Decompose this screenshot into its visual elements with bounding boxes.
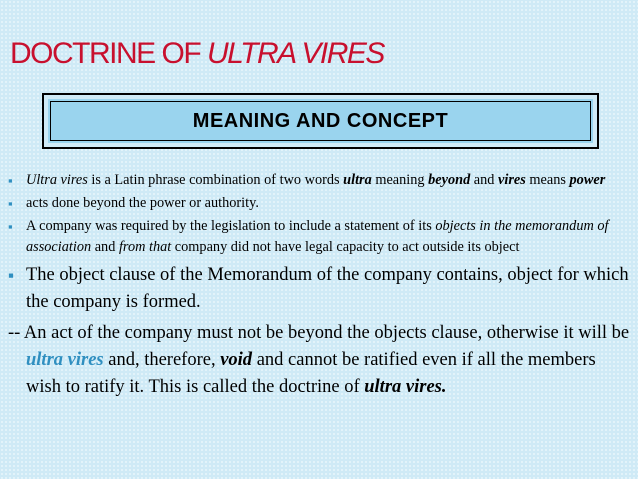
text-vires: vires [498, 172, 526, 188]
text-ultra-vires-highlight: ultra vires [26, 350, 104, 370]
bullet-icon: ▪ [8, 266, 15, 285]
text-void: void [220, 350, 253, 370]
text: -- An act of the company must not be beyond the objects clause, otherwise it will be [8, 323, 630, 343]
text-ultra-vires: Ultra vires [26, 172, 88, 188]
subtitle-box-inner [50, 101, 591, 141]
text: meaning [371, 172, 429, 188]
bullet-icon: ▪ [8, 196, 13, 211]
text-from-that: from that [118, 239, 172, 255]
text: and [470, 172, 499, 188]
list-item [8, 262, 630, 316]
title-part-1: DOCTRINE OF [10, 37, 207, 70]
text-power: power [569, 172, 606, 188]
title-part-2: ULTRA VIRES [207, 37, 384, 70]
text: is a Latin phrase combination of two words [87, 172, 344, 188]
text: and cannot be ratified even if all the members wish to ratify it. This is called the doctrine of [26, 350, 596, 397]
text: company did not have legal capacity to act outside its object [171, 239, 520, 255]
text: and, therefore, [103, 350, 221, 370]
text: and [91, 239, 119, 255]
text: A company was required by the legislation to include a statement of its [26, 218, 436, 234]
text: means [525, 172, 570, 188]
list-item [8, 193, 630, 214]
text: The object clause of the Memorandum of the company contains, object for which the company is formed. [26, 265, 629, 312]
text-beyond: beyond [428, 172, 471, 188]
dash-paragraph [8, 320, 630, 401]
text-ultra-vires-end: ultra vires. [364, 377, 447, 397]
slide-title [10, 36, 410, 72]
text-objects: objects in the memorandum of association [26, 218, 609, 255]
text: acts done beyond the power or authority. [26, 195, 259, 211]
subtitle: MEANING AND CONCEPT [192, 110, 449, 132]
bullet-icon: ▪ [8, 219, 13, 234]
bullet-icon: ▪ [8, 173, 13, 188]
subtitle-box [42, 93, 599, 149]
list-item [8, 170, 630, 191]
bullet-list [8, 170, 630, 401]
list-item [8, 216, 630, 258]
text-ultra: ultra [343, 172, 372, 188]
